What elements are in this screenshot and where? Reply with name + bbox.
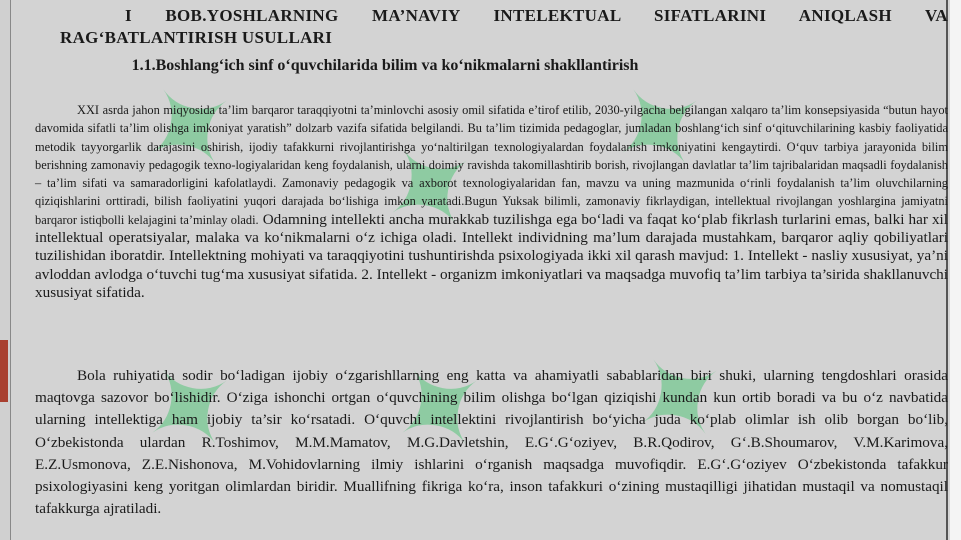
watermark-mark: ✦ bbox=[110, 323, 273, 496]
chapter-heading-line2: RAG‘BATLANTIRISH USULLARI bbox=[60, 28, 333, 47]
paragraph-1 bbox=[35, 101, 948, 302]
left-edge-strip bbox=[0, 0, 10, 540]
paragraph-1-large-text: Odamning intellekti ancha murakkab tuzilishga ega bo‘ladi va faqat ko‘plab fikrlash turlarini emas, balki har xil intellektual operatsiyalar, malaka va ko‘nikmalarni o‘z ichiga oladi. Intellekt individning ma’lum darajada mustahkam, barqaror aqliy qobiliyatlari tuzilishidan iboratdir. Intellektning mohiyati va taraqqiyotini tushuntirishda psixologiyada ikki xil qarash mavjud: 1. Intellekt - nasliy xususiyat, ya’ni avloddan avlodga o‘tuvchi tug‘ma xususiyat sifatida. 2. Intellekt - organizm imkoniyatlari va maqsadga muvofiq ta’lim tarbiya ta’sirida shakllanuvchi xususiyat sifatida. bbox=[35, 210, 948, 301]
watermark-mark: ✦ bbox=[580, 43, 743, 216]
right-edge-bar bbox=[950, 0, 961, 540]
document-page bbox=[10, 0, 948, 540]
watermark-mark: ✦ bbox=[110, 43, 273, 216]
paragraph-2-text: Bola ruhiyatida sodir bo‘ladigan ijobiy o‘zgarishllarning eng katta va ahamiyatli sabablaridan biri shuki, ularning tengdoshlari orasida maqtovga sazovor bo‘lishidir. O‘ziga ishonchi ortgan o‘quvchining bilim olishga bo‘lgan qiziqishi kundan kun ortib boradi va bu o‘z navbatida ularning intellektiga ham ijobiy ta’sir ko‘rsatadi. O‘quvchi intellektini rivojlantirish bo‘yicha juda ko‘plab olimlar ish olib borgan bo‘lib, O‘zbekistonda ulardan R.Toshimov, M.M.Mamatov, M.G.Davletshin, E.G‘.G‘oziyev, B.R.Qodirov, G‘.B.Shoumarov, V.M.Karimova, E.Z.Usmonova, Z.E.Nishonova, M.Vohidovlarning ilmiy ishlarini o‘rganish maqsadga muvofiqdir. E.G‘.G‘oziyev O‘zbekistonda tafakkur psixologiyasini keng yoritgan olimlardan biridir. Muallifning fikriga ko‘ra, inson tafakkuri o‘zining mustaqilligi jihatidan mustaqil va nomustaqil tafakkurga ajratiladi. bbox=[35, 367, 948, 518]
watermark-mark: ✦ bbox=[360, 323, 523, 496]
section-heading: 1.1.Boshlang‘ich sinf o‘quvchilarida bilim va ko‘nikmalarni shakllantirish bbox=[131, 57, 639, 74]
paragraph-2 bbox=[35, 365, 948, 520]
watermark-mark: ✦ bbox=[350, 103, 513, 276]
watermark-mark: ✦ bbox=[600, 313, 763, 486]
chapter-heading-line1: I BOB.YOSHLARNING MA’NAVIY INTELEKTUAL SIFATLARINI ANIQLASH VA bbox=[125, 6, 948, 25]
chapter-heading bbox=[35, 5, 948, 49]
left-accent-bar bbox=[0, 340, 8, 402]
paragraph-1-small-text: XXI asrda jahon miqyosida ta’lim barqaror taraqqiyotni ta’minlovchi asosiy omil sifatida e’tirof etilib, 2030-yilgacha belgilangan xalqaro ta’lim konsepsiyasida “butun hayot davomida sifatli ta’lim olishga imkoniyat yaratish” dolzarb vazifa sifatida belgilandi. Bu ta’lim tizimida pedagoglar, jumladan boshlang‘ich sinf o‘qituvchilarining kasbiy faoliyatida metodik tayyorgarlik darajasini oshirish, ijodiy tafakkurni rivojlantirishga yo‘naltirilgan texnologiyalardan foydalanish imkoniyatini kengaytirdi. O‘quv tarbiya jarayonida bilim berishning zamonaviy pedagogik texno-logiyalaridan keng foydalanish, ularni doimiy ravishda takomillashtirib borish, rivojlangan davlatlar ta’lim tajribalaridan maqsadli foydalanish – ta’lim sifati va samaradorligini kafolatlaydi. Zamonaviy pedagogik va axborot texnologiyalaridan fan, mavzu va uning mazmunida o‘rinli foydalanish ta’lim oluvchilarning qiziqishlarini orttiradi, bilish faoliyatini yuqori darajada bo‘lishiga imkon yaratadi.Bugun Yuksak bilimli, zamonaviy fikrlaydigan, intellektual rivojlangan yoshlargina jamiyatni barqaror istiqbolli kelajagini ta’minlay oladi. bbox=[35, 103, 948, 227]
